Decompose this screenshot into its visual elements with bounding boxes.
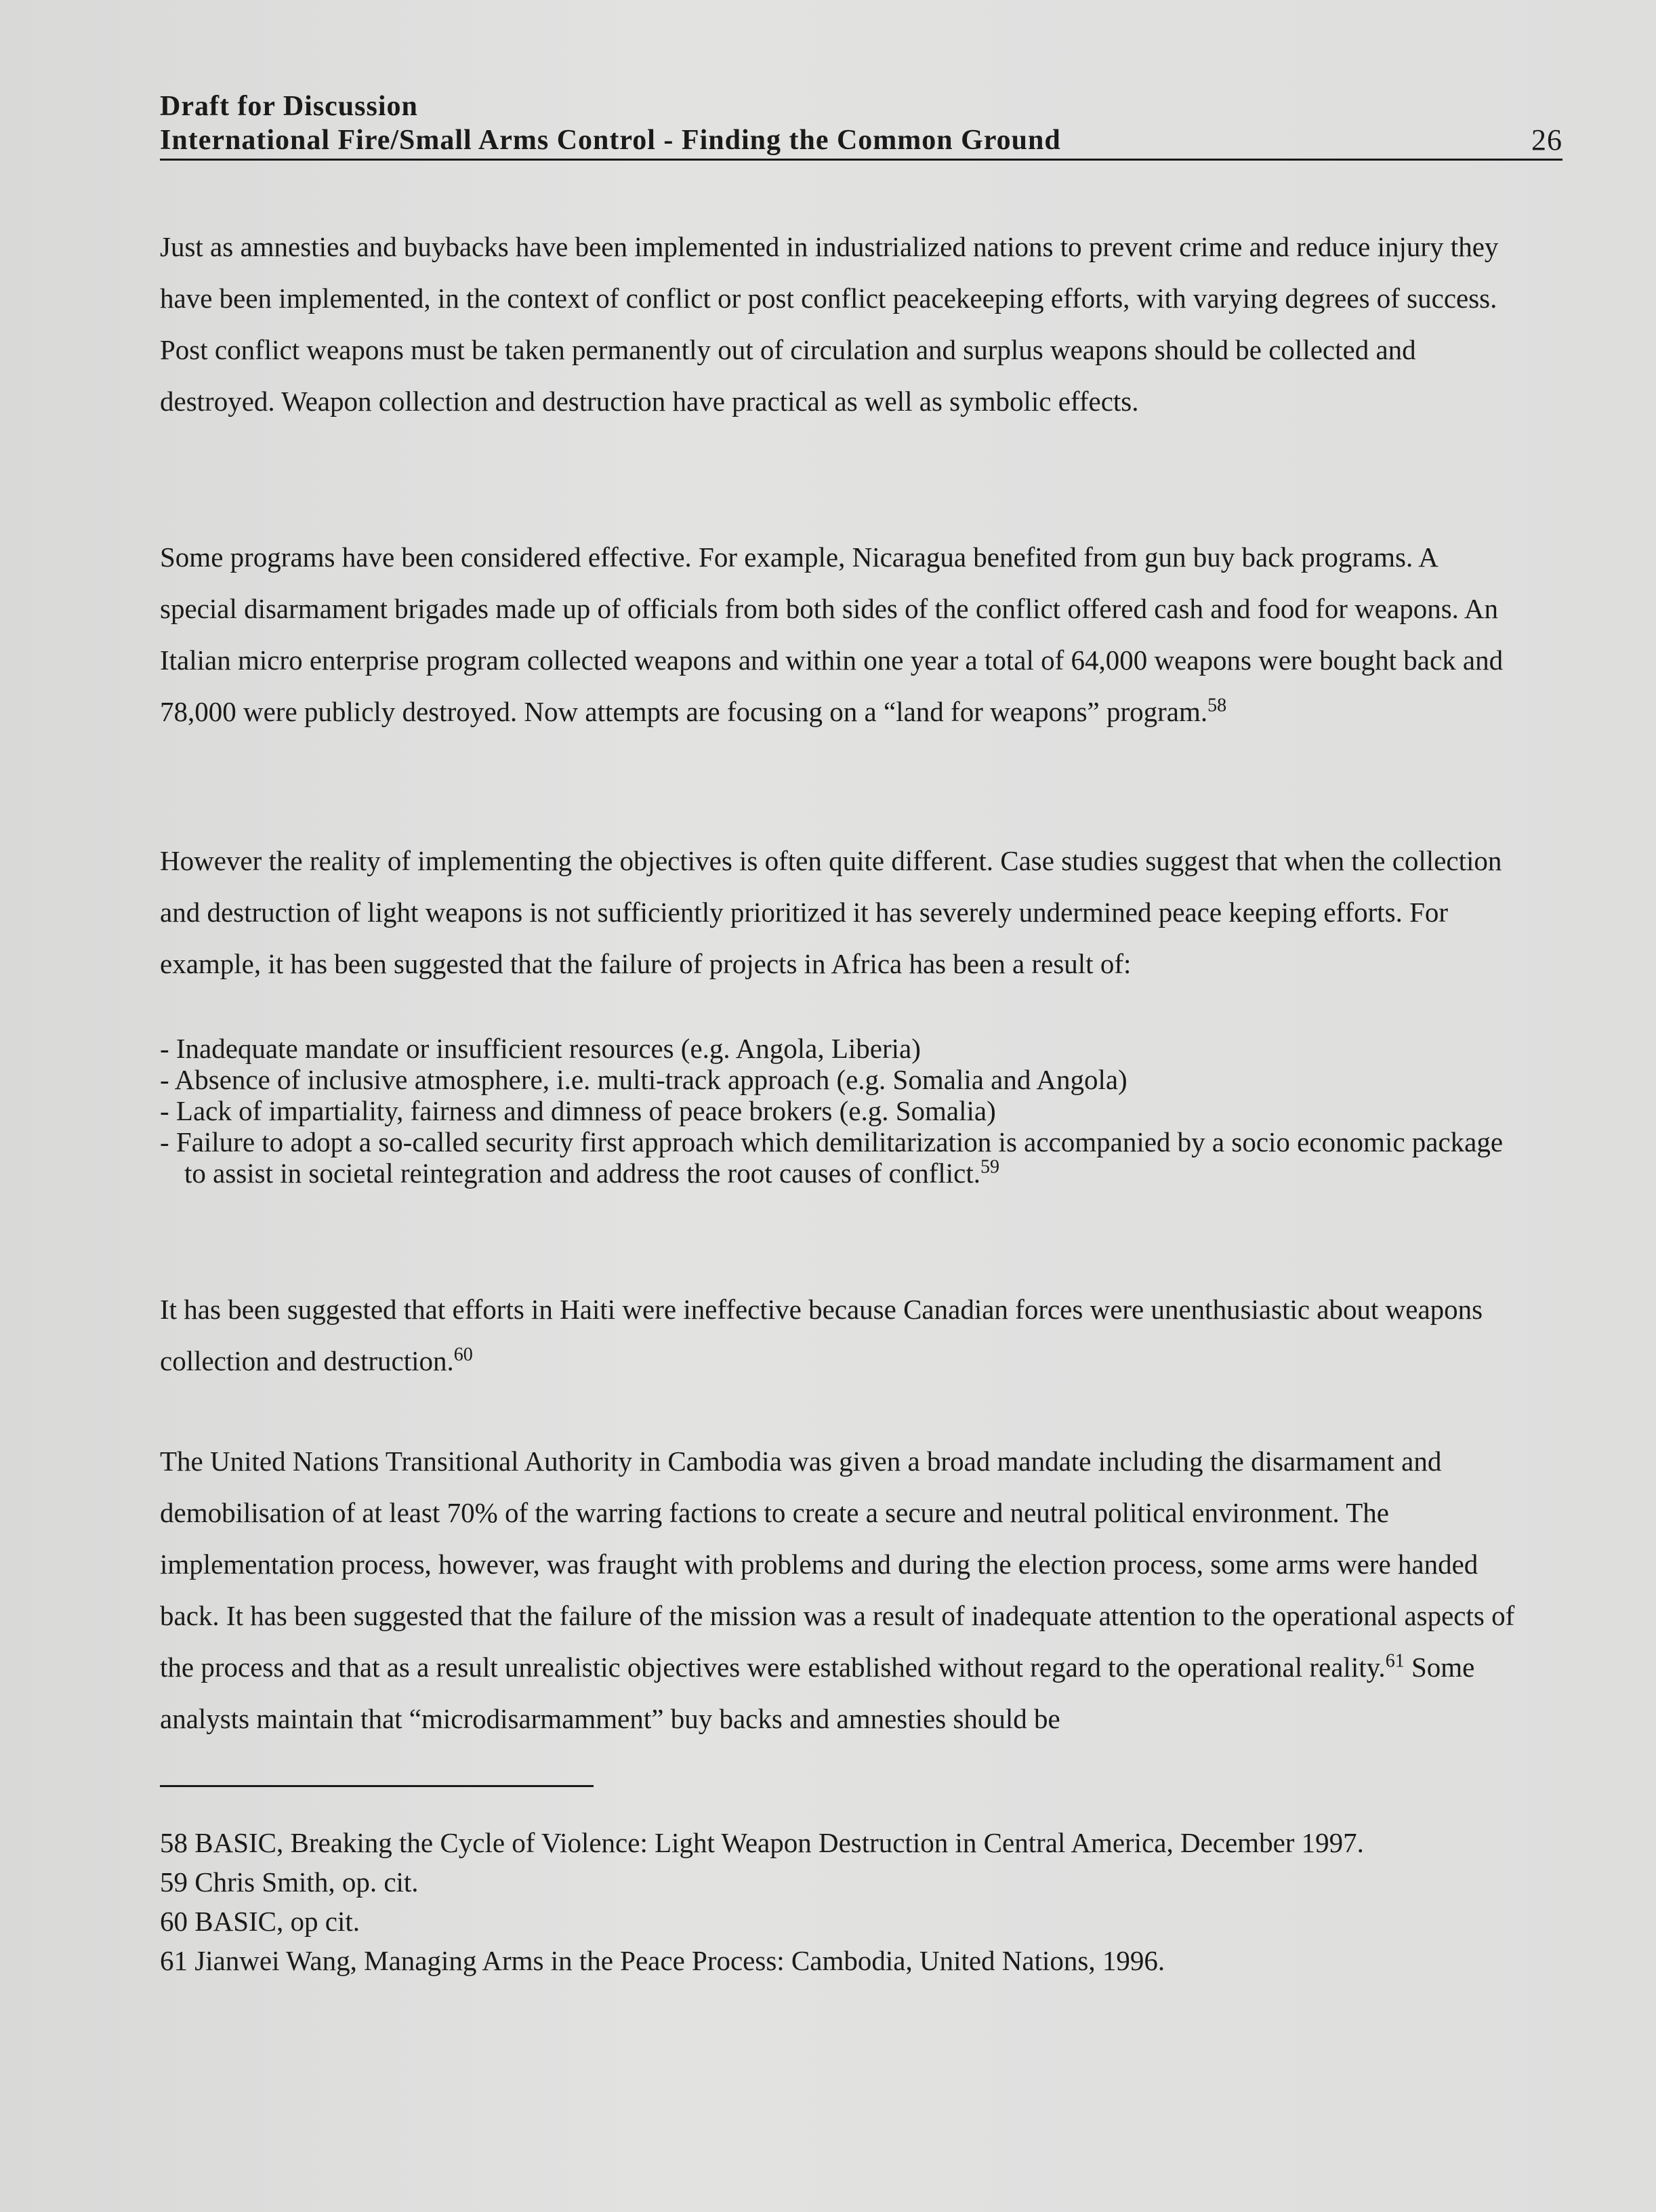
paragraph-haiti — [160, 1284, 1515, 1387]
list-item: - Inadequate mandate or insufficient resources (e.g. Angola, Liberia) — [160, 1033, 921, 1064]
document-title-text: International Fire/Small Arms Control - Finding the Common Ground — [160, 125, 1061, 156]
paragraph-amnesties — [160, 221, 1515, 427]
footnote-text: Jianwei Wang, Managing Arms in the Peace Process: Cambodia, United Nations, 1996. — [194, 1945, 1165, 1976]
paragraph-text-body: It has been suggested that efforts in Haiti were ineffective because Canadian forces were unenthusiastic about weapons collection and destruction. — [160, 1294, 1483, 1376]
paragraph-text: However the reality of implementing the objectives is often quite different. Case studies suggest that when the collection and destruction of light weapons is not sufficiently prioritized it has severely undermined peace keeping efforts. For example, it has been suggested that the failure of projects in Africa has been a result of: — [160, 845, 1502, 979]
paragraph-text-body: Some programs have been considered effective. For example, Nicaragua benefited from gun buy back programs. A special disarmament brigades made up of officials from both sides of the conflict offered cash and food for weapons. An Italian micro enterprise program collected weapons and within one year a total of 64,000 weapons were bought back and 78,000 were publicly destroyed. Now attempts are focusing on a “land for weapons” program. — [160, 541, 1504, 727]
document-title — [160, 123, 1562, 161]
footnote-text: Chris Smith, op. cit. — [194, 1866, 419, 1898]
paragraph-text — [160, 531, 1515, 737]
footnote-number: 59 — [160, 1866, 188, 1898]
footnote — [160, 1902, 1515, 1941]
failure-list — [160, 1033, 1515, 1189]
footnote — [160, 1862, 1515, 1902]
footnote-number: 60 — [160, 1906, 188, 1937]
footnote-ref: 60 — [453, 1344, 473, 1366]
footnote-number: 61 — [160, 1945, 188, 1976]
paragraph-reality — [160, 835, 1515, 989]
footnote-ref: 58 — [1207, 695, 1227, 716]
paragraph-text-continued: Some analysts maintain that “microdisarmamment” buy backs and amnesties should be — [160, 1652, 1475, 1734]
draft-label: Draft for Discussion — [160, 91, 418, 122]
footnotes — [160, 1823, 1515, 1980]
footnote-ref: 59 — [980, 1156, 999, 1178]
footnote — [160, 1941, 1515, 1980]
footnote-number: 58 — [160, 1827, 188, 1858]
page-number: 26 — [1531, 123, 1562, 157]
footnote-divider — [160, 1785, 594, 1787]
footnote-ref: 61 — [1385, 1650, 1405, 1672]
footnote — [160, 1823, 1515, 1862]
list-item: - Absence of inclusive atmosphere, i.e. multi-track approach (e.g. Somalia and Angola) — [160, 1064, 1127, 1095]
paragraph-text-body: The United Nations Transitional Authority in Cambodia was given a broad mandate including the disarmament and demobilisation of at least 70% of the warring factions to create a secure and neutral political environment. The implementation process, however, was fraught with problems and during the election process, some arms were handed back. It has been suggested that the failure of the mission was a result of inadequate attention to the operational aspects of the process and that as a result unrealistic objectives were established without regard to the operational reality. — [160, 1446, 1515, 1683]
paragraph-programs — [160, 531, 1515, 737]
list-item — [160, 1126, 1515, 1189]
paragraph-text — [160, 1284, 1515, 1387]
paragraph-text: Just as amnesties and buybacks have been implemented in industrialized nations to prevent crime and reduce injury they have been implemented, in the context of conflict or post conflict peacekeeping efforts, with varying degrees of success. Post conflict weapons must be taken permanently out of circulation and surplus weapons should be collected and destroyed. Weapon collection and destruction have practical as well as symbolic effects. — [160, 231, 1499, 417]
paragraph-text — [160, 1435, 1515, 1744]
list-item: - Lack of impartiality, fairness and dimness of peace brokers (e.g. Somalia) — [160, 1095, 996, 1126]
list-item-text: - Failure to adopt a so-called security first approach which demilitarization is accompanied by a socio economic package to assist in societal reintegration and address the root causes of conflict. — [160, 1126, 1504, 1189]
footnote-text: BASIC, Breaking the Cycle of Violence: Light Weapon Destruction in Central America, December 1997. — [194, 1827, 1364, 1858]
page-header — [160, 89, 1562, 161]
footnote-text: BASIC, op cit. — [194, 1906, 360, 1937]
paragraph-cambodia — [160, 1435, 1515, 1744]
